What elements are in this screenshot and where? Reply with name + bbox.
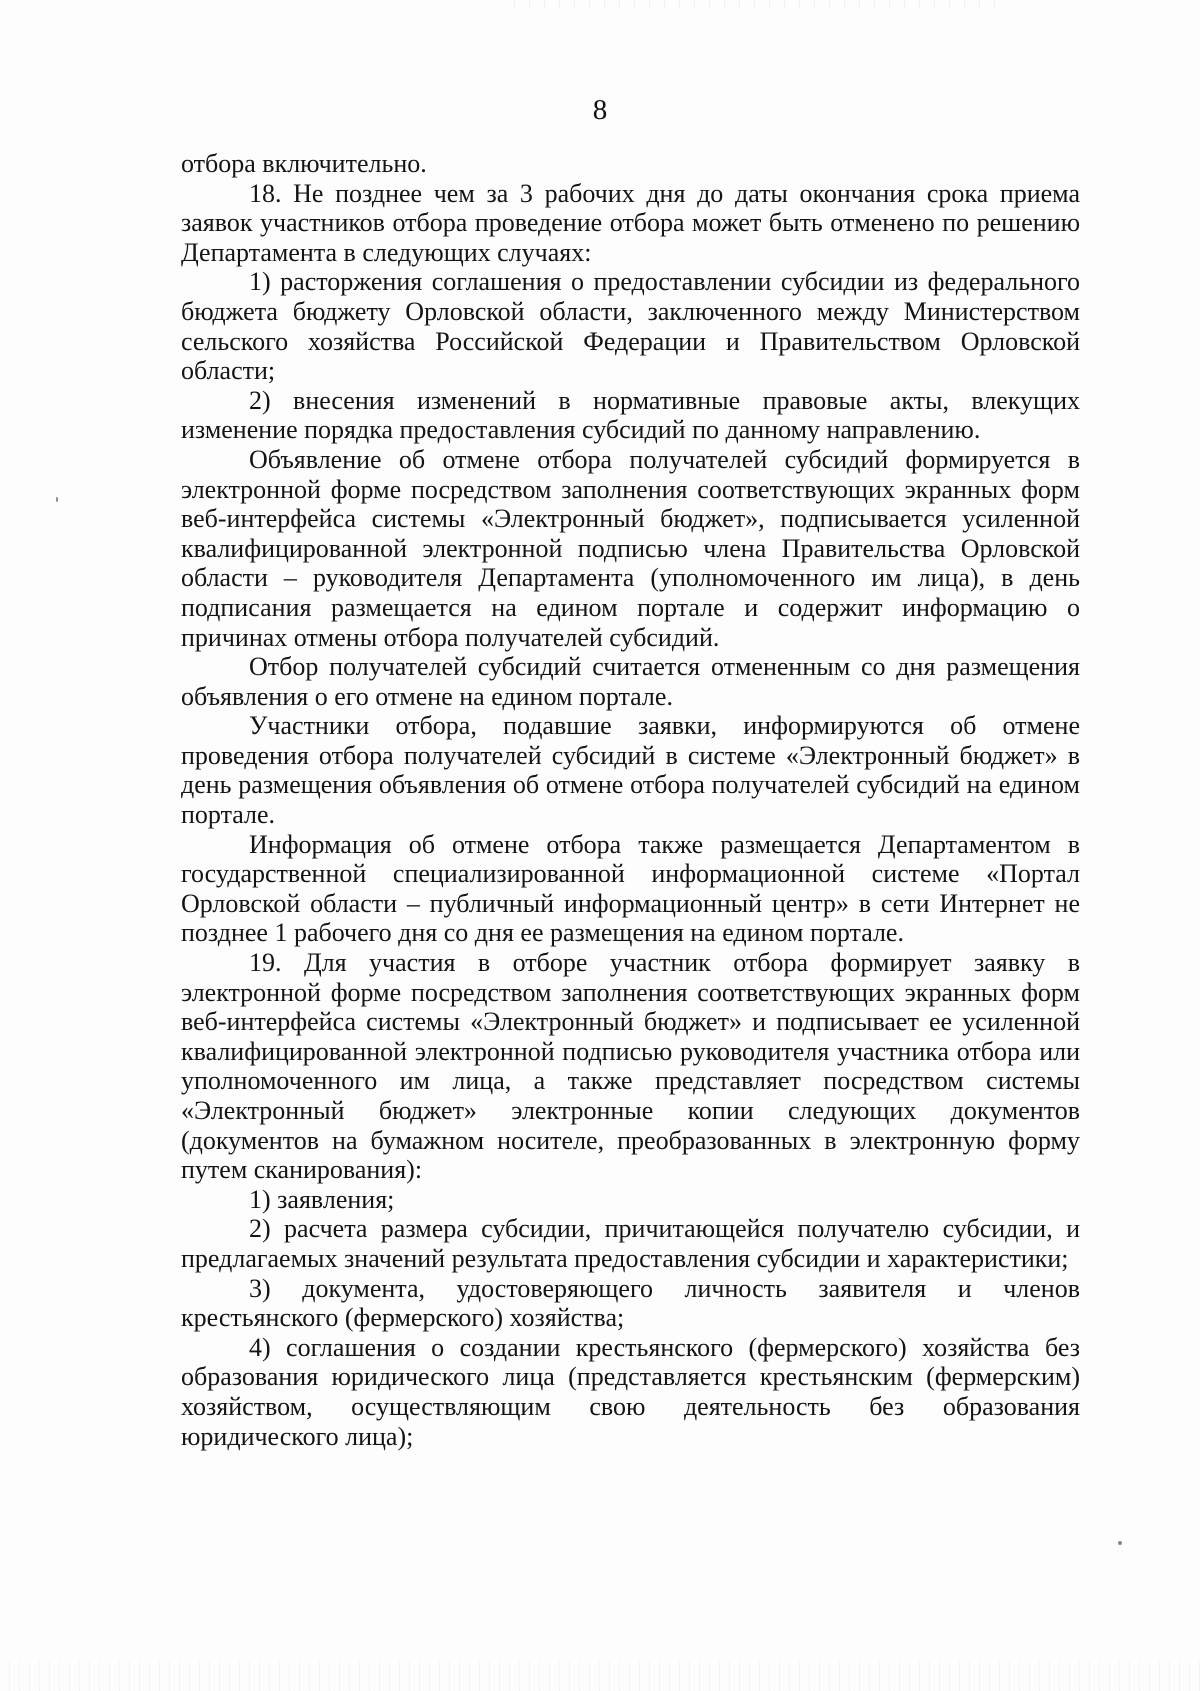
paragraph: отбора включительно. — [181, 149, 427, 178]
scan-edge-bottom — [0, 1661, 1200, 1691]
list-item: 2) расчета размера субсидии, причитающейся получателю субсидии, и предлагаемых значений результата предоставления субсидии и характеристики; — [181, 1214, 1080, 1273]
scan-edge-top — [500, 0, 1000, 8]
paragraph: Информация об отмене отбора также размещается Департаментом в государственной специализированной информационной системе «Портал Орловской области – публичный информационный центр» в сети Интернет не позднее 1 рабочего дня со дня ее размещения на едином портале. — [181, 829, 1080, 948]
list-item: 1) заявления; — [249, 1184, 395, 1214]
paragraph: Объявление об отмене отбора получателей субсидий формируется в электронной форме посредством заполнения соответствующих экранных форм веб-интерфейса системы «Электронный бюджет», подписывается усиленной квалифицированной электронной подписью члена Правительства Орловской области – руководителя Департамента (уполномоченного им лица), в день подписания размещается на едином портале и содержит информацию о причинах отмены отбора получателей субсидий. — [181, 444, 1080, 652]
paragraph: 19. Для участия в отборе участник отбора формирует заявку в электронной форме посредством заполнения соответствующих экранных форм веб-интерфейса системы «Электронный бюджет» и подписывает ее усиленной квалифицированной электронной подписью руководителя участника отбора или уполномоченного им лица, а также представляет посредством системы «Электронный бюджет» электронные копии следующих документов (документов на бумажном носителе, преобразованных в электронную форму путем сканирования): — [181, 948, 1080, 1185]
document-body — [181, 149, 1080, 1451]
list-item: 3) документа, удостоверяющего личность заявителя и членов крестьянского (фермерского) хозяйства; — [181, 1273, 1080, 1333]
list-item: 2) внесения изменений в нормативные правовые акты, влекущих изменение порядка предоставления субсидий по данному направлению. — [181, 385, 1080, 445]
paragraph: Участники отбора, подавшие заявки, информируются об отмене проведения отбора получателей субсидий в системе «Электронный бюджет» в день размещения объявления об отмене отбора получателей субсидий на едином портале. — [181, 711, 1080, 830]
scan-speck — [56, 497, 58, 502]
list-item: 4) соглашения о создании крестьянского (фермерского) хозяйства без образования юридического лица (представляется крестьянским (фермерским) хозяйством, осуществляющим свою деятельность без образования юридического лица); — [181, 1332, 1080, 1451]
paragraph: 18. Не позднее чем за 3 рабочих дня до даты окончания срока приема заявок участников отбора проведение отбора может быть отменено по решению Департамента в следующих случаях: — [181, 178, 1080, 267]
list-item: 1) расторжения соглашения о предоставлении субсидии из федерального бюджета бюджету Орловской области, заключенного между Министерством сельского хозяйства Российской Федерации и Правительством Орловской области; — [181, 267, 1080, 386]
page-number: 8 — [592, 94, 608, 126]
scan-speck — [1118, 1541, 1122, 1545]
paragraph: Отбор получателей субсидий считается отмененным со дня размещения объявления о его отмене на едином портале. — [181, 652, 1080, 711]
